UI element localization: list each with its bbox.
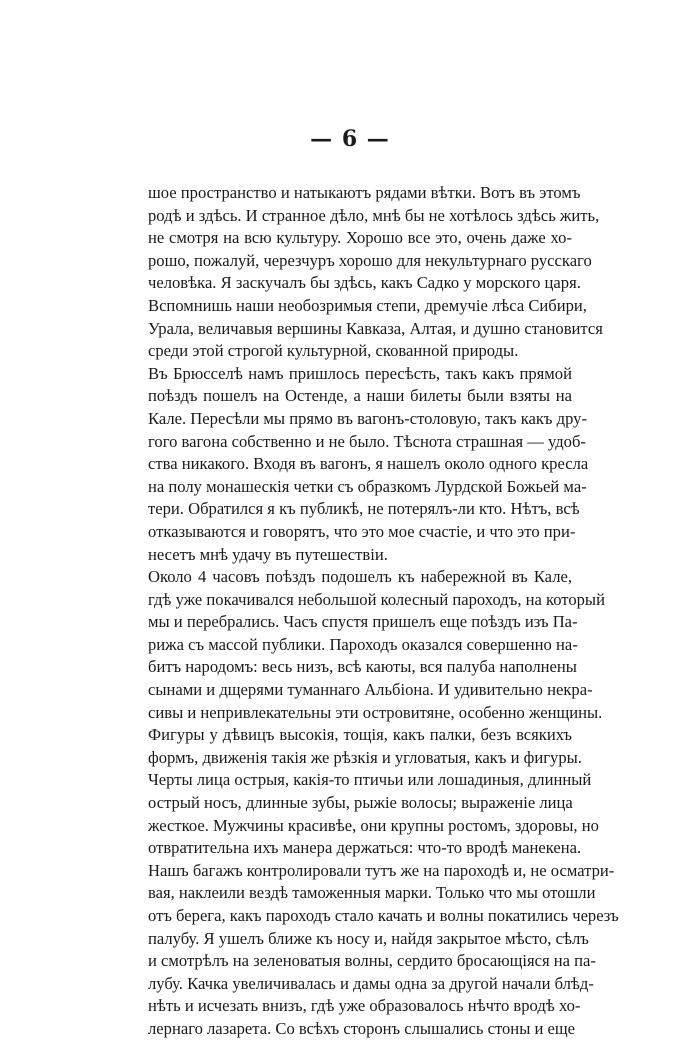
text-line: поѣздъ пошелъ на Остенде, а наши билеты были взяты на [148,386,572,406]
text-line: отъ берега, какъ пароходъ стало качать и волны покатились черезъ [148,906,619,925]
text-line: ства никакого. Входя въ вагонъ, я нашелъ около одного кресла [148,454,589,474]
text-line: Въ Брюсселѣ намъ пришлось пересѣсть, такъ какъ прямой [148,363,572,383]
text-line: отвратительна ихъ манера держаться: что-то вродѣ манекена. [148,838,582,858]
text-line: битъ народомъ: весь низъ, всѣ каюты, вся палуба наполнены [148,657,577,677]
text-line: острый носъ, длинные зубы, рыжіе волосы; выраженіе лица [148,793,573,813]
text-line: шое пространство и натыкаютъ рядами вѣтки. Вотъ въ этомъ [148,183,581,202]
text-line: Нашъ багажъ контролировали тутъ же на пароходѣ и, не осматри- [148,860,615,880]
text-line: отказываются и говорятъ, что это мое счастіе, и что это при- [148,521,576,541]
text-line: формъ, движенія такія же рѣзкія и угловатыя, какъ и фигуры. [148,747,582,767]
text-line: Фигуры у дѣвицъ высокія, тощія, какъ палки, безъ всякихъ [148,725,572,745]
text-line: рижа съ массой публики. Пароходъ оказался совершенно на- [148,634,578,654]
text-line: рошо, пожалуй, черезчуръ хорошо для некультурнаго русскаго [148,250,592,270]
text-line: лубу. Качка увеличивалась и дамы одна за другой начали блѣд- [148,973,594,993]
text-line: тери. Обратился я къ публикѣ, не потерялъ-ли кто. Нѣтъ, всѣ [148,499,580,519]
text-line: Кале. Пересѣли мы прямо въ вагонъ-столовую, такъ какъ дру- [148,408,588,428]
text-line: мы и перебрались. Часъ спустя пришелъ еще поѣздъ изъ Па- [148,612,578,632]
text-line: человѣка. Я заскучалъ бы здѣсь, какъ Садко у морского царя. [148,273,581,293]
text-line: нѣть и исчезать внизъ, гдѣ уже образовалось нѣчто вродѣ хо- [148,996,581,1016]
body-text [148,182,619,1041]
text-line: жесткое. Мужчины красивѣе, они крупны ростомъ, здоровы, но [148,815,599,835]
text-line: несетъ мнѣ удачу въ путешествіи. [148,544,388,564]
text-line: Вспомнишь наши необозримыя степи, дремучіе лѣса Сибири, [148,295,587,315]
text-line: среди этой строгой культурной, скованной природы. [148,341,519,361]
text-line: не смотря на всю культуру. Хорошо все это, очень даже хо- [148,228,572,248]
page-number: — 6 — [310,126,390,152]
text-line: гого вагона собственно и не было. Тѣснота страшная — удоб- [148,431,586,451]
text-line: лернаго лазарета. Со всѣхъ сторонъ слышались стоны и еще [148,1018,576,1038]
text-line: сивы и непривлекательны эти островитяне, особенно женщины. [148,702,603,722]
text-line: вая, наклеили вездѣ таможенныя марки. Только что мы отошли [148,883,596,903]
text-line: палубу. Я ушелъ ближе къ носу и, найдя закрытое мѣсто, сѣлъ [148,928,589,948]
text-line: сынами и дщерями туманнаго Альбіона. И удивительно некра- [148,680,593,700]
text-line: Около 4 часовъ поѣздъ подошелъ къ набережной въ Кале, [148,567,572,587]
text-line: на полу монашескія четки съ образкомъ Лурдской Божьей ма- [148,476,587,496]
text-line: и смотрѣлъ на зеленоватыя волны, сердито бросающіяся на па- [148,951,596,971]
text-line: Черты лица острыя, какія-то птичьи или лошадиныя, длинный [148,770,592,790]
text-line: родѣ и здѣсь. И странное дѣло, мнѣ бы не хотѣлось здѣсь жить, [148,205,600,225]
text-line: гдѣ уже покачивался небольшой колесный пароходъ, на который [148,589,605,609]
text-line: Урала, величавыя вершины Кавказа, Алтая, и душно становится [148,318,603,338]
